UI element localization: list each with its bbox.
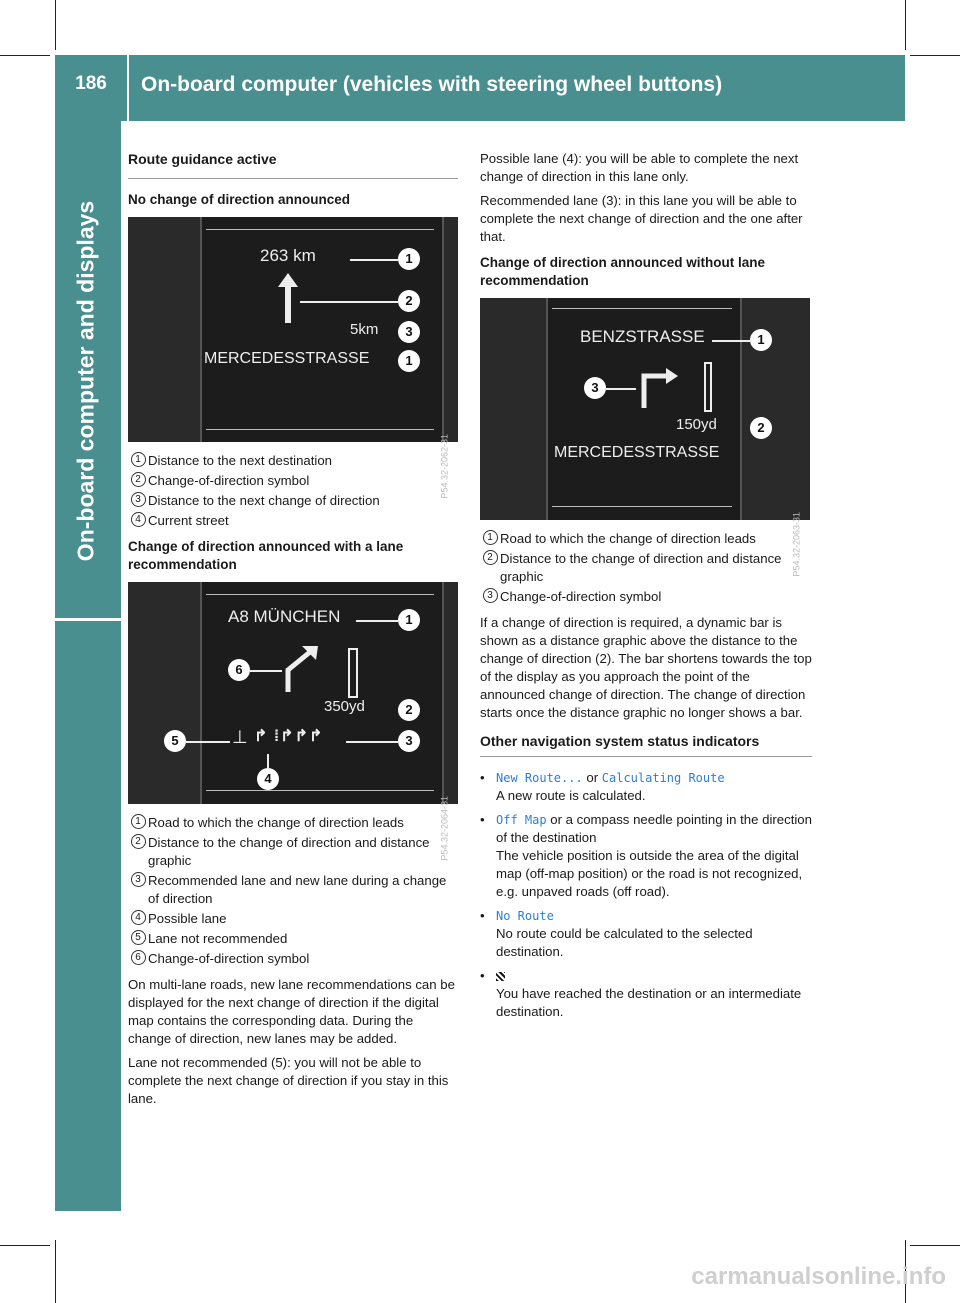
screen-line bbox=[206, 229, 434, 230]
leader-line bbox=[356, 620, 398, 622]
turn-right-arrow-icon bbox=[284, 646, 320, 692]
page-number: 186 bbox=[75, 73, 107, 94]
crop-mark bbox=[55, 1240, 56, 1303]
heading-lane: Change of direction announced with a lane recommendation bbox=[128, 539, 404, 572]
screen-line bbox=[206, 790, 434, 791]
callout-3: 3 bbox=[398, 321, 420, 343]
page-header bbox=[55, 55, 905, 121]
callout-4: 4 bbox=[257, 768, 279, 790]
callout-2: 2 bbox=[398, 699, 420, 721]
bullet-item: • You have reached the destination or an intermediate destination. bbox=[480, 968, 802, 1019]
callout-5: 5 bbox=[164, 730, 186, 752]
distance-bar bbox=[348, 648, 358, 698]
leader-line bbox=[300, 301, 398, 303]
street-label: MERCEDESSTRASSE bbox=[554, 444, 720, 461]
legend-item: 6 Change-of-direction symbol bbox=[128, 950, 458, 968]
section-rule bbox=[480, 756, 812, 757]
header-divider bbox=[127, 55, 129, 121]
distance-bar bbox=[704, 362, 712, 412]
heading-no-lane: Change of direction announced without lane recommendation bbox=[480, 255, 766, 288]
paragraph: If a change of direction is required, a dynamic bar is shown as a distance graphic above the distance to the change of direction (2). The bar shortens towards the top of the display as you approach the point of the announced change of direction. The change of direction starts once the distance graphic no longer shows a bar. bbox=[480, 615, 812, 720]
callout-3: 3 bbox=[584, 377, 606, 399]
street-label: MERCEDESSTRASSE bbox=[204, 350, 370, 367]
distance-change-label: 5km bbox=[350, 321, 379, 338]
callout-4: 1 bbox=[398, 350, 420, 372]
legend-item: 4 Current street bbox=[128, 512, 458, 530]
callout-1: 1 bbox=[750, 329, 772, 351]
screen-line bbox=[552, 506, 732, 507]
right-column bbox=[480, 150, 812, 1021]
road-label: BENZSTRASSE bbox=[580, 327, 705, 346]
legend-item: 3 Change-of-direction symbol bbox=[480, 588, 812, 606]
figure-code: P54.32-2064-31 bbox=[440, 796, 450, 861]
lane-not-recommended-icon: ⊥ bbox=[232, 727, 248, 747]
legend-item: 3 Distance to the next change of direction bbox=[128, 492, 458, 510]
left-column bbox=[128, 150, 458, 1114]
heading-no-change: No change of direction announced bbox=[128, 192, 351, 207]
bullet-item: • Off Map or a compass needle pointing in the direction of the destination The vehicle position is outside the area of the digital map (off-map position) or the road is not recognized, e.g. unpaved roads (off road). bbox=[480, 812, 812, 899]
leader-line bbox=[346, 741, 398, 743]
bullet-item: • No Route No route could be calculated to the selected destination. bbox=[480, 908, 753, 959]
legend-item: 1 Distance to the next destination bbox=[128, 452, 458, 470]
paragraph: Recommended lane (3): in this lane you will be able to complete the next change of direction and the one after that. bbox=[480, 193, 803, 244]
callout-2: 2 bbox=[398, 290, 420, 312]
section-title: Route guidance active bbox=[128, 151, 277, 167]
legend-item: 1 Road to which the change of direction leads bbox=[128, 814, 458, 832]
legend-1 bbox=[128, 452, 458, 530]
crop-mark bbox=[905, 0, 906, 50]
screen-line bbox=[206, 429, 434, 430]
legend-2 bbox=[128, 814, 458, 968]
crop-mark bbox=[0, 1245, 50, 1246]
lane-arrows-icon: ↱ ⁞↱↱↱ bbox=[254, 728, 324, 745]
leader-line bbox=[186, 741, 230, 743]
legend-item: 2 Change-of-direction symbol bbox=[128, 472, 458, 490]
legend-item: 5 Lane not recommended bbox=[128, 930, 458, 948]
figure-code: P54.32-2062-31 bbox=[440, 434, 450, 499]
distance-label: 150yd bbox=[676, 416, 717, 433]
watermark: carmanualsonline.info bbox=[691, 1263, 946, 1290]
side-tab bbox=[55, 121, 121, 1211]
turn-right-arrow-icon bbox=[640, 362, 680, 408]
screen-line bbox=[552, 308, 732, 309]
leader-line bbox=[350, 259, 398, 261]
heading-other: Other navigation system status indicators bbox=[480, 733, 760, 749]
leader-line bbox=[712, 340, 750, 342]
distance-label: 263 km bbox=[260, 246, 316, 265]
arrow-up-icon bbox=[278, 273, 298, 323]
legend-item: 2 Distance to the change of direction and distance graphic bbox=[128, 834, 458, 870]
callout-6: 6 bbox=[228, 659, 250, 681]
legend-item: 3 Recommended lane and new lane during a change of direction bbox=[128, 872, 458, 908]
callout-2: 2 bbox=[750, 417, 772, 439]
screen-line bbox=[206, 594, 434, 595]
leader-line bbox=[267, 754, 269, 768]
leader-line bbox=[606, 388, 636, 390]
crop-mark bbox=[910, 55, 960, 56]
legend-item: 4 Possible lane bbox=[128, 910, 458, 928]
road-label: A8 MÜNCHEN bbox=[228, 607, 341, 626]
paragraph: Possible lane (4): you will be able to complete the next change of direction in this lane only. bbox=[480, 151, 799, 184]
crop-mark bbox=[55, 0, 56, 50]
callout-1: 1 bbox=[398, 609, 420, 631]
side-tab-label: On-board computer and displays bbox=[72, 200, 99, 562]
section-rule bbox=[128, 178, 458, 179]
distance-label: 350yd bbox=[324, 698, 365, 715]
figure-code: P54.32-2063-31 bbox=[792, 512, 802, 577]
legend-item: 1 Road to which the change of direction leads bbox=[480, 530, 812, 548]
callout-1: 1 bbox=[398, 248, 420, 270]
destination-flag-icon bbox=[496, 972, 505, 981]
bullet-item: • New Route... or Calculating Route A new route is calculated. bbox=[480, 770, 725, 803]
callout-3: 3 bbox=[398, 730, 420, 752]
crop-mark bbox=[910, 1245, 960, 1246]
crop-mark bbox=[0, 55, 50, 56]
legend-3 bbox=[480, 530, 812, 606]
legend-item: 2 Distance to the change of direction and distance graphic bbox=[480, 550, 812, 586]
leader-line bbox=[250, 670, 282, 672]
paragraph: On multi-lane roads, new lane recommendations can be displayed for the next change of direction if the digital map contains the corresponding data. During the change of direction, new lanes may be added. bbox=[128, 977, 455, 1046]
side-tab-label-wrap bbox=[66, 121, 106, 641]
side-tab-divider bbox=[55, 618, 121, 621]
paragraph: Lane not recommended (5): you will not be able to complete the next change of direction if you stay in this lane. bbox=[128, 1055, 449, 1106]
page-title: On-board computer (vehicles with steering wheel buttons) bbox=[141, 73, 723, 96]
